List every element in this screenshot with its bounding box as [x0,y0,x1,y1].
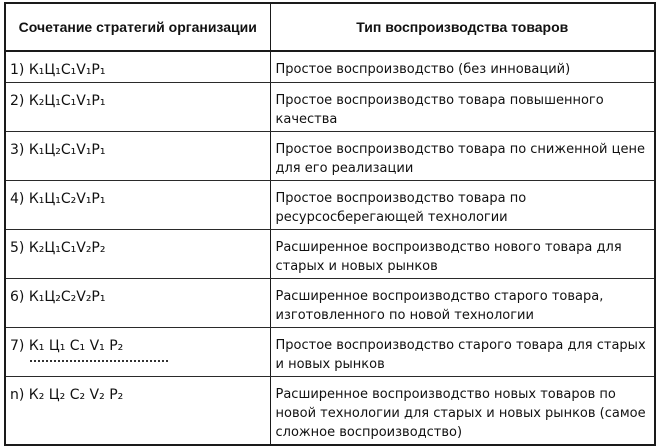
strategy-formula: 4) К₁Ц₁С₂V₁P₁ [5,181,270,230]
table-row [5,279,655,328]
table-row [5,51,655,83]
reproduction-description: Простое воспроизводство товара по ресурсосберегающей технологии [270,181,655,230]
reproduction-description: Расширенное воспроизводство новых товаров по новой технологии для старых и новых рынков (самое сложное воспроизводство) [270,377,655,446]
reproduction-description: Простое воспроизводство товара по сниженной цене для его реализации [270,132,655,181]
strategy-formula: 7) К₁ Ц₁ С₁ V₁ P₂ [10,338,124,354]
strategy-formula: 3) К₁Ц₂С₁V₁P₁ [5,132,270,181]
table-row [5,181,655,230]
strategy-formula: n) К₂ Ц₂ С₂ V₂ P₂ [5,377,270,446]
strategy-formula: 6) К₁Ц₂С₂V₂P₁ [5,279,270,328]
reproduction-description: Расширенное воспроизводство нового товара для старых и новых рынков [270,230,655,279]
table-row [5,83,655,132]
header-reproduction-type: Тип воспроизводства товаров [270,3,655,51]
strategy-formula: 1) К₁Ц₁С₁V₁P₁ [5,51,270,83]
table-row [5,132,655,181]
table-row [5,328,655,377]
strategy-formula: 5) К₂Ц₁С₁V₂P₂ [5,230,270,279]
strategy-formula: 2) К₂Ц₁С₁V₁P₁ [5,83,270,132]
reproduction-description: Простое воспроизводство (без инноваций) [270,51,655,83]
reproduction-description: Расширенное воспроизводство старого товара, изготовленного по новой технологии [270,279,655,328]
strategy-formula-cell [5,328,270,377]
strategy-table [4,2,656,446]
reproduction-description: Простое воспроизводство товара повышенного качества [270,83,655,132]
table-header-row [5,3,655,51]
table-row [5,230,655,279]
dotted-continuation-line [30,358,168,362]
header-strategy-combination: Сочетание стратегий организации [5,3,270,51]
reproduction-description: Простое воспроизводство старого товара для старых и новых рынков [270,328,655,377]
table-row [5,377,655,446]
